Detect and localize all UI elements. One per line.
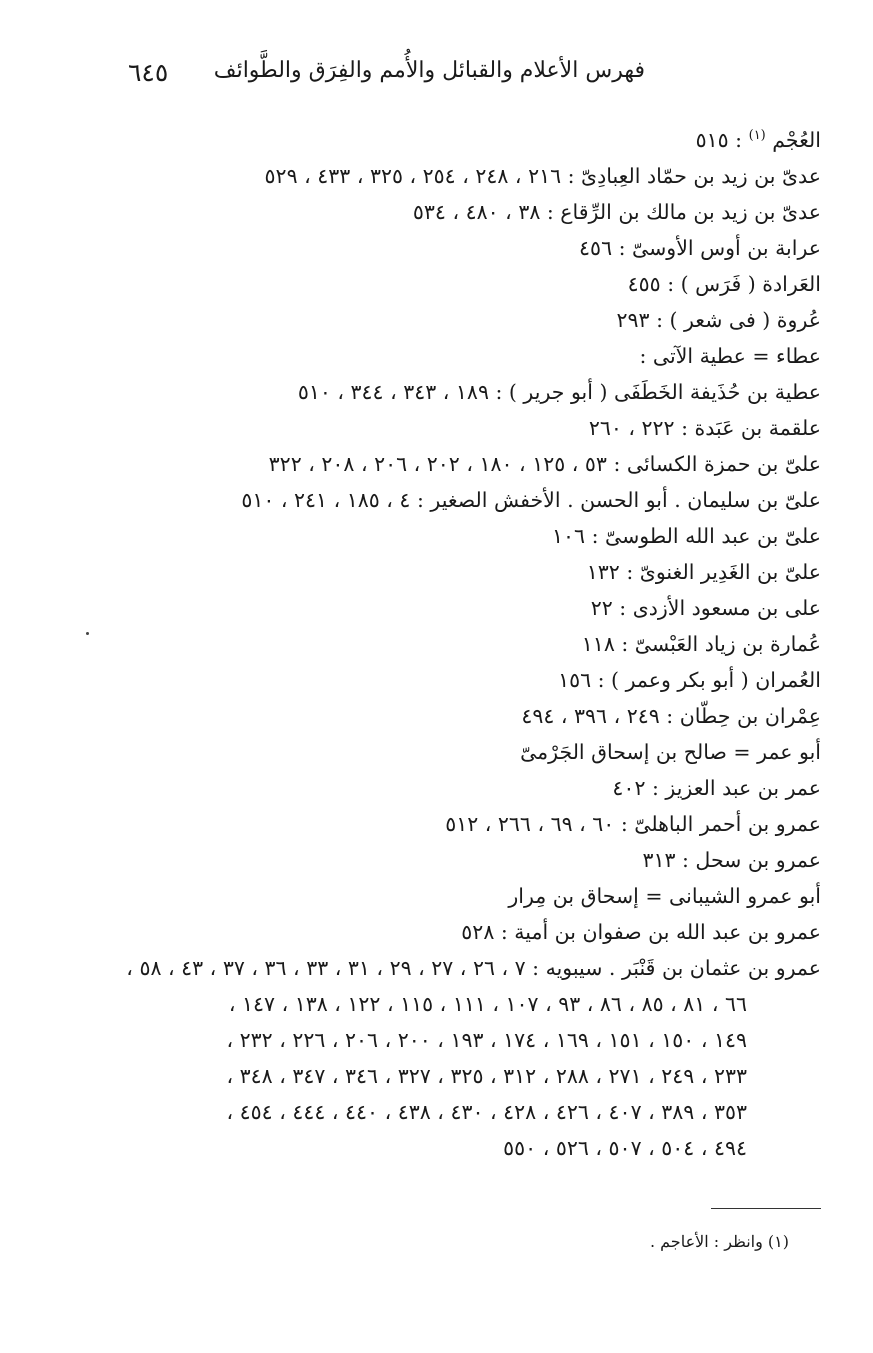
index-entry (101, 122, 821, 158)
entry-pages: : ٥١٥ (695, 128, 743, 152)
index-entry: علىّ بن الغَدِير الغنوىّ : ١٣٢ (586, 560, 821, 584)
index-entry: علىّ بن سليمان . أبو الحسن . الأخفش الصغير : ٤ ، ١٨٥ ، ٢٤١ ، ٥١٠ (241, 488, 821, 512)
print-speck (86, 632, 89, 635)
index-entry: أبو عمر = صالح بن إسحاق الجَرْمىّ (520, 740, 821, 764)
index-entry: علقمة بن عَبَدة : ٢٢٢ ، ٢٦٠ (588, 416, 821, 440)
index-entry: عمرو بن عثمان بن قَنْبَر . سيبويه : ٧ ، ٢٦ ، ٢٧ ، ٢٩ ، ٣١ ، ٣٣ ، ٣٦ ، ٣٧ ، ٤٣ ، ٥٨ ، (126, 956, 821, 980)
index-entry: على بن مسعود الأزدى : ٢٢ (590, 596, 821, 620)
entry-continuation-line: ٢٣٣ ، ٢٤٩ ، ٢٧١ ، ٢٨٨ ، ٣١٢ ، ٣٢٥ ، ٣٢٧ ، ٣٤٦ ، ٣٤٧ ، ٣٤٨ ، (226, 1064, 747, 1088)
index-entry: أبو عمرو الشيبانى = إسحاق بن مِرار (508, 884, 821, 908)
index-entry: عرابة بن أوس الأوسىّ : ٤٥٦ (579, 236, 821, 260)
footnote-divider (711, 1208, 821, 1209)
index-entry: العَرادة ( فَرَس ) : ٤٥٥ (627, 272, 821, 296)
footnote-ref: (١) (748, 128, 766, 144)
entry-continuation-line: ٦٦ ، ٨١ ، ٨٥ ، ٨٦ ، ٩٣ ، ١٠٧ ، ١١١ ، ١١٥ ، ١٢٢ ، ١٣٨ ، ١٤٧ ، (228, 992, 747, 1016)
index-entry: عمرو بن سحل : ٣١٣ (642, 848, 821, 872)
index-entry: عمر بن عبد العزيز : ٤٠٢ (612, 776, 821, 800)
index-entry: عطاء = عطية الآتى : (639, 344, 821, 368)
footnote: (١) وانظر : الأعاجم . (649, 1232, 789, 1251)
entry-continuation-line: ٣٥٣ ، ٣٨٩ ، ٤٠٧ ، ٤٢٦ ، ٤٢٨ ، ٤٣٠ ، ٤٣٨ ، ٤٤٠ ، ٤٤٤ ، ٤٥٤ ، (226, 1100, 747, 1124)
index-entry: علىّ بن حمزة الكسائى : ٥٣ ، ١٢٥ ، ١٨٠ ، ٢٠٢ ، ٢٠٦ ، ٢٠٨ ، ٣٢٢ (268, 452, 821, 476)
index-entry: عمرو بن أحمر الباهلىّ : ٦٠ ، ٦٩ ، ٢٦٦ ، ٥١٢ (445, 812, 821, 836)
running-head-title: فهرس الأعلام والقبائل والأُمم والفِرَق والطَّوائف (213, 58, 645, 83)
index-entry: العُمران ( أبو بكر وعمر ) : ١٥٦ (558, 668, 821, 692)
index-entry: علىّ بن عبد الله الطوسىّ : ١٠٦ (552, 524, 821, 548)
index-entry: عطية بن حُذَيفة الخَطَفَى ( أبو جرير ) : ١٨٩ ، ٣٤٣ ، ٣٤٤ ، ٥١٠ (297, 380, 821, 404)
index-entries (101, 122, 821, 1166)
entry-continuation-line: ٤٩٤ ، ٥٠٤ ، ٥٠٧ ، ٥٢٦ ، ٥٥٠ (503, 1136, 747, 1160)
entry-continuation-line: ١٤٩ ، ١٥٠ ، ١٥١ ، ١٦٩ ، ١٧٤ ، ١٩٣ ، ٢٠٠ ، ٢٠٦ ، ٢٢٦ ، ٢٣٢ ، (226, 1028, 747, 1052)
page-number: ٦٤٥ (128, 58, 169, 87)
index-entry: عدىّ بن زيد بن مالك بن الرِّقاع : ٣٨ ، ٤٨٠ ، ٥٣٤ (412, 200, 821, 224)
index-entry: عمرو بن عبد الله بن صفوان بن أمية : ٥٢٨ (461, 920, 821, 944)
index-entry: عُروة ( فى شعر ) : ٢٩٣ (616, 308, 821, 332)
entry-name: العُجْم (772, 128, 821, 152)
index-entry: عُمارة بن زياد العَبْسىّ : ١١٨ (581, 632, 821, 656)
index-entry: عِمْران بن حِطّان : ٢٤٩ ، ٣٩٦ ، ٤٩٤ (521, 704, 821, 728)
index-entry: عدىّ بن زيد بن حمّاد العِبادِىّ : ٢١٦ ، ٢٤٨ ، ٢٥٤ ، ٣٢٥ ، ٤٣٣ ، ٥٢٩ (264, 164, 821, 188)
